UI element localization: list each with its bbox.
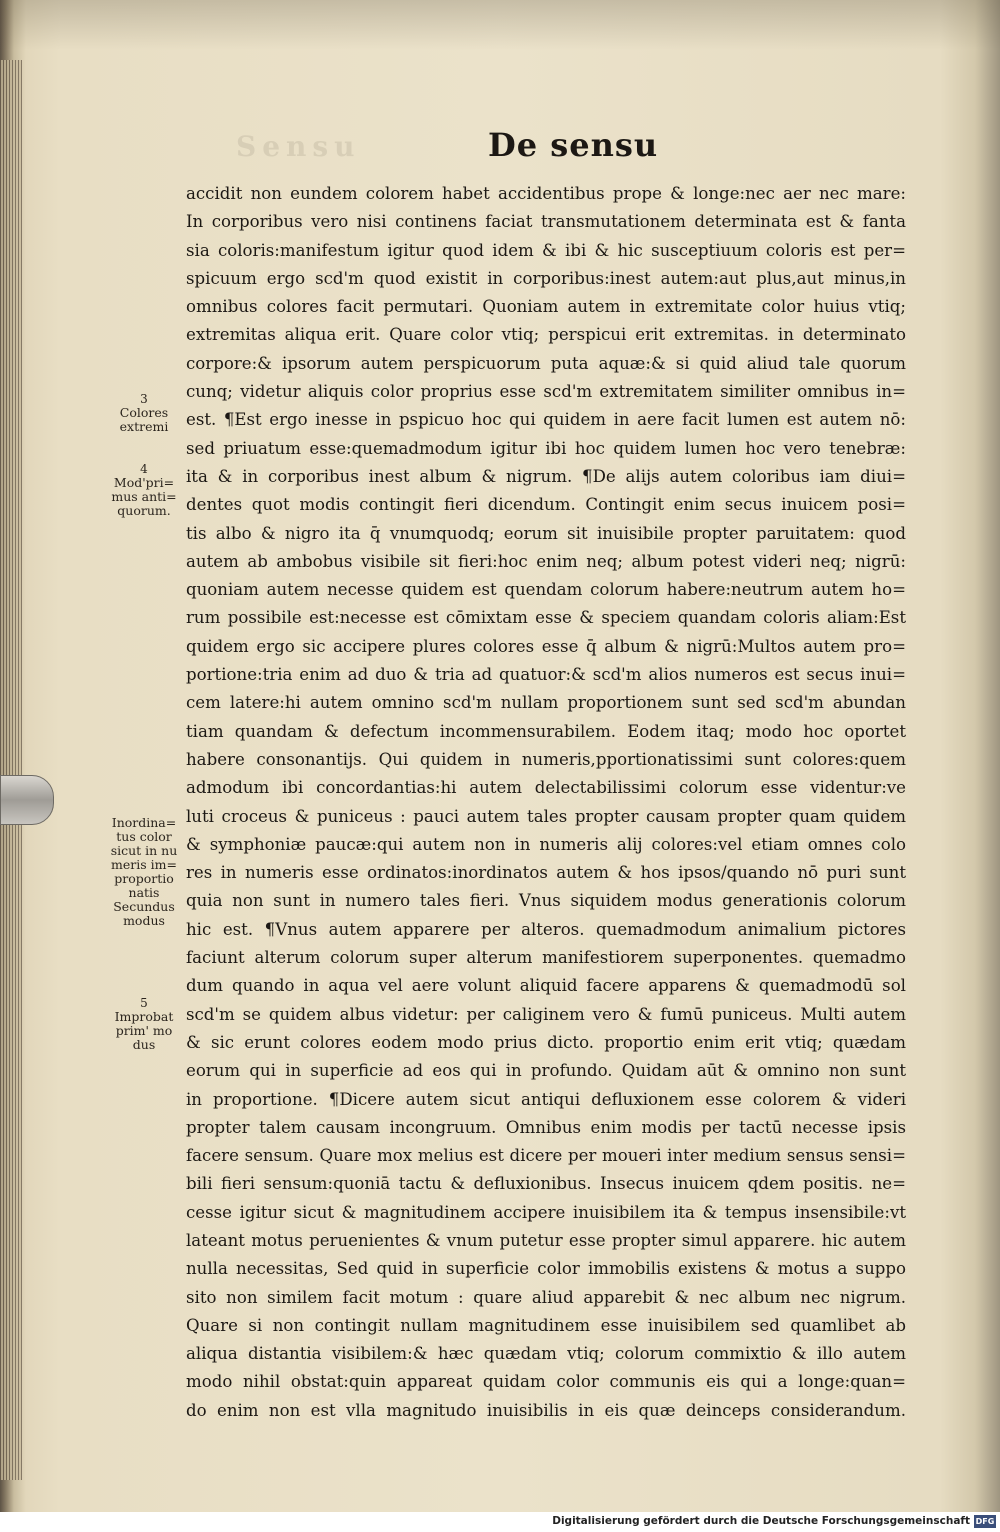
- text-line: facere sensum. Quare mox melius est dicere per moueri inter medium sensus sensi=: [186, 1146, 906, 1166]
- text-line: portione:tria enim ad duo & tria ad quatuor:& scd'm alios numeros est secus inui=: [186, 665, 906, 685]
- text-line: autem ab ambobus visibile sit fieri:hoc enim neq; album potest videri neq; nigrū:: [186, 551, 906, 571]
- text-line: cem latere:hi autem omnino scd'm nullam proportionem sunt sed scd'm abundan: [186, 693, 906, 713]
- text-line: tis albo & nigro ita q̄ vnumquodq; eorum sit inuisibile propter paruitatem: quod: [186, 523, 906, 543]
- text-line: sia coloris:manifestum igitur quod idem & ibi & hic susceptiuum coloris est per=: [186, 240, 906, 260]
- text-line: cesse igitur sicut & magnitudinem accipere inuisibilem ita & tempus insensibile:vt: [186, 1202, 906, 1222]
- text-line: quia non sunt in numero tales fieri. Vnus siquidem modus generationis colorum: [186, 891, 906, 911]
- text-line: faciunt alterum colorum super alterum manifestiorem superponentes. quemadmo: [186, 948, 906, 968]
- text-line: sed priuatum esse:quemadmodum igitur ibi hoc quidem lumen hoc vero tenebræ:: [186, 438, 906, 458]
- text-line: est. ¶Est ergo inesse in pspicuo hoc qui quidem in aere facit lumen est autem nō:: [186, 410, 906, 430]
- text-line: dum quando in aqua vel aere volunt aliquid facere apparens & quemadmodū sol: [186, 976, 906, 996]
- dfg-logo: DFG: [975, 1517, 995, 1526]
- main-text-block: [186, 180, 906, 1425]
- text-line: omnibus colores facit permutari. Quoniam autem in extremitate color huius vtiq;: [186, 297, 906, 317]
- text-line: & symphoniæ paucæ:qui autem non in numeris alij colores:vel etiam omnes colo: [186, 834, 906, 854]
- text-line: in proportione. ¶Dicere autem sicut antiqui defluxionem esse colorem & videri: [186, 1089, 906, 1109]
- text-line: ita & in corporibus inest album & nigrum. ¶De alijs autem coloribus iam diui=: [186, 466, 906, 486]
- text-line: extremitas aliqua erit. Quare color vtiq; perspicui erit extremitas. in determinato: [186, 325, 906, 345]
- text-line: nulla necessitas, Sed quid in superficie color immobilis existens & motus a suppo: [186, 1259, 906, 1279]
- text-line: quoniam autem necesse quidem est quendam colorum habere:neutrum autem ho=: [186, 580, 906, 600]
- margin-note-inordinatus: Inordina= tus color sicut in nu meris im= proportio natis Secundus modus: [110, 815, 178, 928]
- text-line: In corporibus vero nisi continens faciat transmutationem determinata est & fanta: [186, 212, 906, 232]
- top-shadow: [0, 0, 1000, 50]
- footer-credit: Digitalisierung gefördert durch die Deutsche Forschungsgemeinschaft: [552, 1515, 970, 1527]
- footer-bar: [0, 1512, 1000, 1532]
- text-line: admodum ibi concordantias:hi autem delectabilissimi colorum esse videntur:ve: [186, 778, 906, 798]
- text-line: luti croceus & puniceus : pauci autem tales propter causam propter quam quidem: [186, 806, 906, 826]
- page-edges: [0, 60, 22, 1480]
- text-line: habere consonantijs. Qui quidem in numeris,pportionatissimi sunt colores:quem: [186, 749, 906, 769]
- text-line: eorum qui in superficie ad eos qui in profundo. Quidam aūt & omnino non sunt: [186, 1061, 906, 1081]
- text-line: hic est. ¶Vnus autem apparere per alteros. quemadmodum animalium pictores: [186, 919, 906, 939]
- text-line: corpore:& ipsorum autem perspicuorum puta aquæ:& si quid aliud tale quorum: [186, 353, 906, 373]
- text-line: bili fieri sensum:quoniā tactu & defluxionibus. Insecus inuicem qdem positis. ne=: [186, 1174, 906, 1194]
- text-line: sito non similem facit motum : quare aliud apparebit & nec album nec nigrum.: [186, 1287, 906, 1307]
- text-line: & sic erunt colores eodem modo prius dicto. proportio enim erit vtiq; quædam: [186, 1032, 906, 1052]
- text-line: dentes quot modis contingit fieri dicendum. Contingit enim secus inuicem posi=: [186, 495, 906, 515]
- text-line: Quare si non contingit nullam magnitudinem esse inuisibilem sed quamlibet ab: [186, 1315, 906, 1335]
- text-line: rum possibile est:necesse est cōmixtam esse & speciem quandam coloris aliam:Est: [186, 608, 906, 628]
- text-line: tiam quandam & defectum incommensurabilem. Eodem itaq; modo hoc oportet: [186, 721, 906, 741]
- margin-note-5: 5 Improbat prim' mo dus: [114, 996, 174, 1052]
- text-line: propter talem causam incongruum. Omnibus enim modis per tactū necesse ipsis: [186, 1117, 906, 1137]
- margin-note-3: 3 Colores extremi: [119, 392, 169, 434]
- text-line: res in numeris esse ordinatos:inordinatos autem & hos ipsos/quando nō puri sunt: [186, 863, 906, 883]
- margin-note-4: 4 Mod'pri= mus anti= quorum.: [111, 462, 177, 518]
- text-line: quidem ergo sic accipere plures colores esse q̄ album & nigrū:Multos autem pro=: [186, 636, 906, 656]
- show-through-text: Sensu: [236, 130, 361, 163]
- text-line: lateant motus peruenientes & vnum putetur esse propter simul apparere. hic autem: [186, 1230, 906, 1250]
- text-line: spicuum ergo scd'm quod existit in corporibus:inest autem:aut plus,aut minus,in: [186, 268, 906, 288]
- text-line: cunq; videtur aliquis color proprius esse scd'm extremitatem similiter omnibus in=: [186, 382, 906, 402]
- running-header: De sensu: [488, 126, 659, 164]
- text-line: scd'm se quidem albus videtur: per caliginem vero & fumū puniceus. Multi autem: [186, 1004, 906, 1024]
- text-line: modo nihil obstat:quin appareat quidam color communis eis qui a longe:quan=: [186, 1372, 906, 1392]
- text-line: do enim non est vlla magnitudo inuisibilis in eis quæ deinceps considerandum.: [186, 1400, 906, 1420]
- book-clip: [0, 775, 54, 825]
- text-line: aliqua distantia visibilem:& hæc quædam vtiq; colorum commixtio & illo autem: [186, 1344, 906, 1364]
- text-line: accidit non eundem colorem habet accidentibus prope & longe:nec aer nec mare:: [186, 184, 906, 203]
